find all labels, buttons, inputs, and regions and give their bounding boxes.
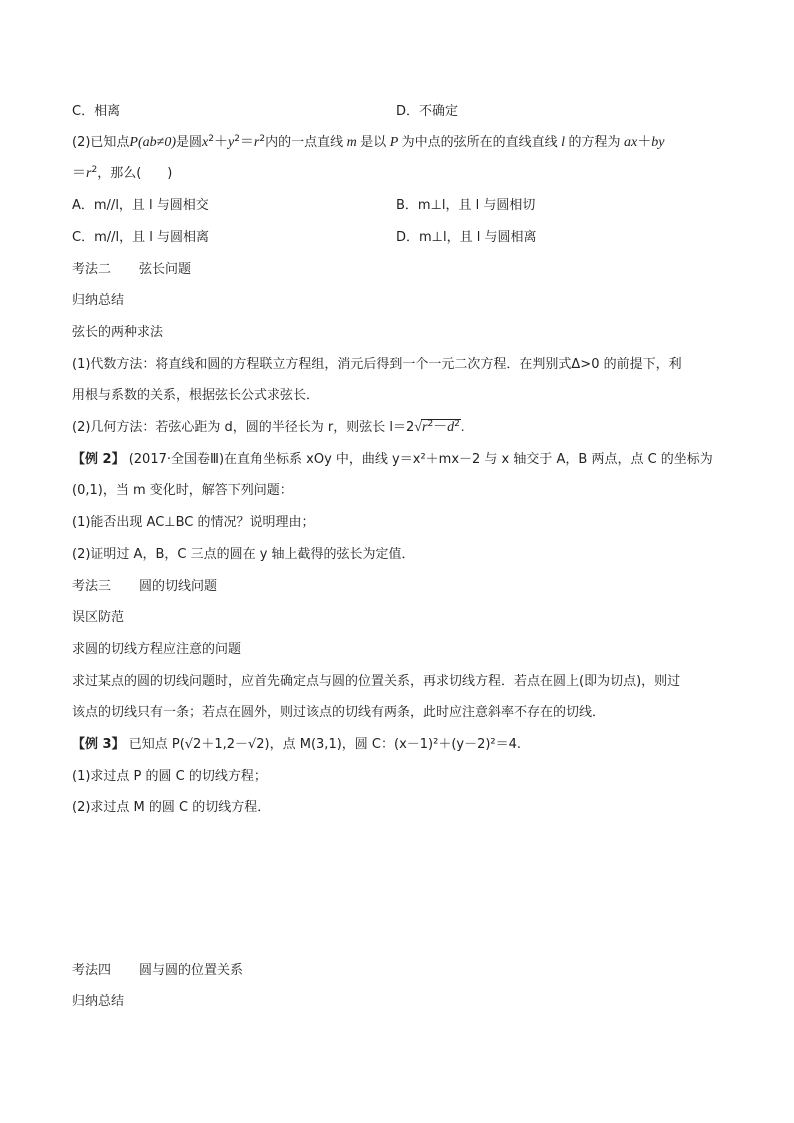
q2-text5: 的方程为: [568, 135, 621, 150]
chord-methods-title: 弦长的两种求法: [72, 325, 164, 340]
method-2-title: 弦长问题: [139, 262, 192, 277]
option-c: C．相离: [72, 104, 121, 119]
example-2-q2: (2)证明过 A，B，C 三点的圆在 y 轴上截得的弦长为定值．: [72, 547, 415, 562]
geometry-text: (2)几何方法：若弦心距为 d，圆的半径长为 r，则弦长 l＝2: [72, 420, 415, 435]
method-4-heading: [72, 962, 243, 980]
option-a: A．m//l，且 l 与圆相交: [72, 198, 209, 213]
example-3-q1: (1)求过点 P 的圆 C 的切线方程；: [72, 769, 267, 784]
q2-text3: 是以: [360, 135, 387, 150]
method-3-heading: [72, 578, 217, 596]
example-3-q2: (2)求过点 M 的圆 C 的切线方程．: [72, 800, 271, 815]
tangent-title: 求圆的切线方程应注意的问题: [72, 642, 242, 657]
method-3-label: 考法三: [72, 579, 112, 594]
algebra-line-2: 用根与系数的关系，根据弦长公式求弦长．: [72, 388, 320, 403]
example-3-line: [72, 736, 521, 754]
q2-text1: 是圆: [176, 135, 203, 150]
algebra-line-1: (1)代数方法：将直线和圆的方程联立方程组，消元后得到一个一元二次方程．在判别式Δ>0 的前提下，利: [72, 357, 682, 372]
method-3-title: 圆的切线问题: [139, 579, 218, 594]
q2-prefix: (2)已知点: [72, 135, 130, 150]
tangent-text-line1: 求过某点的圆的切线问题时，应首先确定点与圆的位置关系，再求切线方程．若点在圆上(即为切点)，则过: [72, 674, 681, 689]
option-b: B．m⊥l，且 l 与圆相切: [396, 198, 536, 213]
pitfall-heading: 误区防范: [72, 610, 125, 625]
example-3-text: 已知点 P(√2＋1,2－√2)，点 M(3,1)，圆 C：(x－1)²＋(y－2)²＝4.: [128, 737, 522, 752]
q2-text2: 内的一点直线: [265, 135, 344, 150]
method-4-label: 考法四: [72, 963, 112, 978]
option-d2: D．m⊥l，且 l 与圆相离: [396, 230, 537, 245]
question-2-line2: $=r^2$，那么( ): [72, 165, 173, 181]
option-c2: C．m//l，且 l 与圆相离: [72, 230, 209, 245]
option-d-wrap: [396, 103, 458, 121]
example-2-q1: (1)能否出现 AC⊥BC 的情况？说明理由；: [72, 515, 315, 530]
summary-heading-1: 归纳总结: [72, 293, 125, 308]
option-d: D．不确定: [396, 104, 459, 119]
method-4-title: 圆与圆的位置关系: [139, 963, 244, 978]
question-2-line1: (2)已知点P(ab≠0)是圆$x^2+y^2=r^2$内的一点直线 m 是以 P 为中点的弦所在的直线直线 l 的方程为 ax＋by: [72, 134, 665, 150]
example-3-tag: 【例 3】: [72, 737, 125, 752]
tangent-text-line2: 该点的切线只有一条；若点在圆外，则过该点的切线有两条，此时应注意斜率不存在的切线．: [72, 705, 606, 720]
example-2-text: (2017·全国卷Ⅲ)在直角坐标系 xOy 中，曲线 y＝x²＋mx－2 与 x 轴交于 A，B 两点，点 C 的坐标为: [128, 452, 713, 467]
summary-heading-2: 归纳总结: [72, 994, 125, 1009]
q2-text4: 为中点的弦所在的直线直线: [401, 135, 558, 150]
method-2-heading: [72, 261, 191, 279]
method-2-label: 考法二: [72, 262, 112, 277]
geometry-method: (2)几何方法：若弦心距为 d，圆的半径长为 r，则弦长 $l=2√r^2-d^2$.: [72, 419, 465, 435]
example-2-line2: (0,1)，当 m 变化时，解答下列问题：: [72, 483, 293, 498]
example-2-tag: 【例 2】: [72, 452, 125, 467]
q2-cond: (ab≠0): [137, 135, 176, 150]
option-row-cd: [72, 103, 120, 121]
example-2-line1: [72, 451, 713, 469]
q2-line2: ，那么( ): [97, 166, 173, 181]
